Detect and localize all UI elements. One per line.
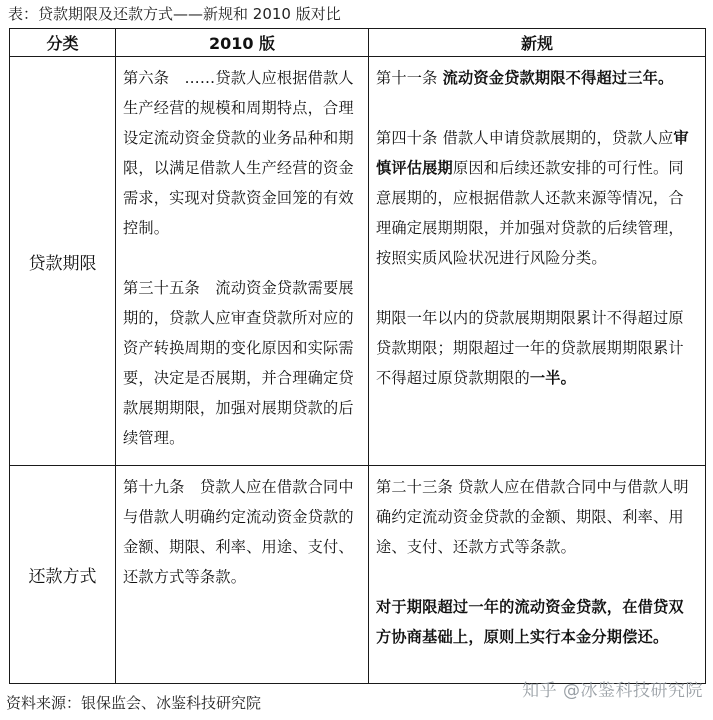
loan-term-new-cell: [369, 57, 706, 466]
source-note: 资料来源：银保监会、冰鉴科技研究院: [6, 694, 262, 712]
table-row-repayment: [10, 466, 706, 684]
category-repayment: 还款方式: [10, 466, 116, 684]
category-loan-term: 贷款期限: [10, 57, 116, 466]
header-row: [10, 29, 706, 57]
article-11-new: 第十一条 流动资金贷款期限不得超过三年。: [376, 69, 674, 87]
repayment-2010-cell: [116, 466, 369, 684]
extension-limit-new: 期限一年以内的贷款展期期限累计不得超过原贷款期限；期限超过一年的贷款展期期限累计不得超过原贷款期限的一半。: [376, 309, 684, 387]
header-new-rules: 新规: [369, 29, 706, 57]
installment-repayment-new: 对于期限超过一年的流动资金贷款，在借贷双方协商基础上，原则上实行本金分期偿还。: [376, 598, 684, 646]
header-category: 分类: [10, 29, 116, 57]
article-35-old: 第三十五条 流动资金贷款需要展期的，贷款人应审查贷款所对应的资产转换周期的变化原因和实际需要，决定是否展期，并合理确定贷款展期期限，加强对展期贷款的后续管理。: [123, 279, 354, 447]
article-23-new: 第二十三条 贷款人应在借款合同中与借款人明确约定流动资金贷款的金额、期限、利率、用途、支付、还款方式等条款。: [376, 478, 689, 556]
table-caption: 表：贷款期限及还款方式——新规和 2010 版对比: [8, 5, 341, 23]
article-19-old: 第十九条 贷款人应在借款合同中与借款人明确约定流动资金贷款的金额、期限、利率、用途、支付、还款方式等条款。: [123, 478, 354, 586]
article-40-new: 第四十条 借款人申请贷款展期的，贷款人应审慎评估展期原因和后续还款安排的可行性。同意展期的，应根据借款人还款来源等情况，合理确定展期期限，并加强对贷款的后续管理，按照实质风险状况进行风险分类。: [376, 129, 689, 267]
loan-term-2010-cell: [116, 57, 369, 466]
header-2010-version: 2010 版: [116, 29, 369, 57]
article-6-old: 第六条 ……贷款人应根据借款人生产经营的规模和周期特点，合理设定流动资金贷款的业务品种和期限，以满足借款人生产经营的资金需求，实现对贷款资金回笼的有效控制。: [123, 69, 354, 237]
repayment-new-cell: [369, 466, 706, 684]
comparison-table: [9, 28, 706, 684]
watermark: 知乎 @冰鉴科技研究院: [522, 681, 703, 701]
table-row-loan-term: [10, 57, 706, 466]
